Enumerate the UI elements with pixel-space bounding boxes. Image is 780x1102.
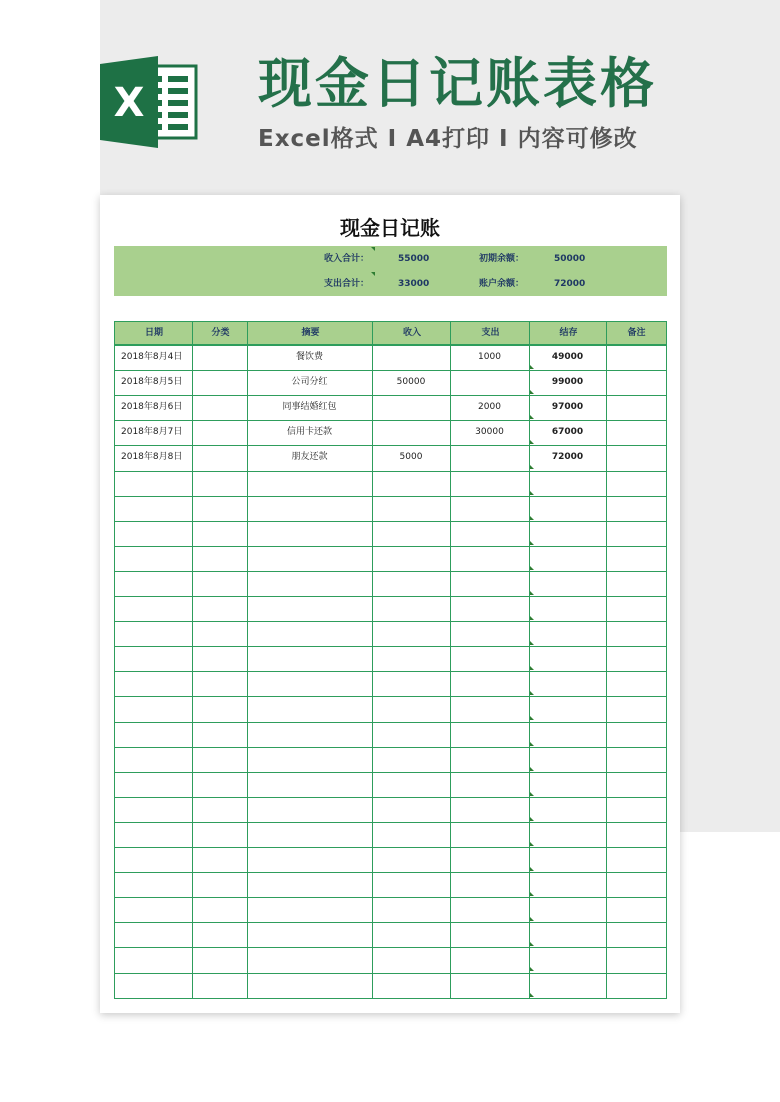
income-total-label: 收入合计： <box>324 254 370 264</box>
cell-comment-marker <box>530 967 534 971</box>
column-header-income: 收入 <box>402 328 421 338</box>
cell-income[interactable] <box>373 973 449 998</box>
cell-comment-marker <box>530 942 534 946</box>
table-row <box>114 872 667 897</box>
table-row <box>114 571 667 596</box>
cell-note[interactable] <box>607 722 665 747</box>
cell-expense[interactable] <box>451 747 528 772</box>
table-row <box>114 345 667 370</box>
cell-category[interactable] <box>193 897 246 922</box>
cell-income[interactable] <box>373 671 449 696</box>
cell-income[interactable] <box>373 747 449 772</box>
cell-expense[interactable] <box>451 571 528 596</box>
cell-balance[interactable] <box>530 797 605 822</box>
cell-summary[interactable] <box>248 696 371 721</box>
header-divider <box>192 322 193 344</box>
cell-balance[interactable] <box>530 922 605 947</box>
cell-expense[interactable] <box>451 671 528 696</box>
cell-date[interactable] <box>121 521 191 546</box>
cell-income[interactable] <box>373 596 449 621</box>
cell-note[interactable] <box>607 696 665 721</box>
cell-category[interactable] <box>193 922 246 947</box>
column-header-balance: 结存 <box>559 328 578 338</box>
table-row <box>114 897 667 922</box>
table-row <box>114 922 667 947</box>
cell-balance[interactable] <box>530 696 605 721</box>
cell-income[interactable] <box>373 646 449 671</box>
cell-balance[interactable] <box>530 847 605 872</box>
cell-category[interactable] <box>193 847 246 872</box>
cell-summary[interactable] <box>248 973 371 998</box>
cell-income[interactable]: 50000 <box>396 377 426 387</box>
cell-category[interactable] <box>193 596 246 621</box>
cell-date[interactable] <box>121 646 191 671</box>
table-header <box>114 321 667 345</box>
table-row <box>114 847 667 872</box>
cell-income[interactable] <box>373 496 449 521</box>
hero-subtitle: Excel格式 I A4打印 I 内容可修改 <box>258 126 638 152</box>
cell-income[interactable] <box>373 847 449 872</box>
cell-income[interactable] <box>373 571 449 596</box>
cell-category[interactable] <box>193 370 246 395</box>
cell-category[interactable] <box>193 872 246 897</box>
excel-icon <box>100 56 198 148</box>
cell-note[interactable] <box>607 872 665 897</box>
cell-comment-marker <box>530 716 534 720</box>
cell-comment-marker <box>371 272 375 276</box>
cell-category[interactable] <box>193 621 246 646</box>
cell-balance[interactable]: 99000 <box>551 377 584 387</box>
table-row <box>114 621 667 646</box>
hero-title: 现金日记账表格 <box>258 52 657 115</box>
header-divider <box>529 322 530 344</box>
cell-category[interactable] <box>193 696 246 721</box>
income-total-value[interactable]: 55000 <box>398 254 430 264</box>
cell-category[interactable] <box>193 772 246 797</box>
cell-category[interactable] <box>193 521 246 546</box>
cell-note[interactable] <box>607 947 665 972</box>
cell-balance[interactable] <box>530 471 605 496</box>
cell-summary[interactable] <box>248 747 371 772</box>
cell-balance[interactable] <box>530 521 605 546</box>
cell-expense[interactable] <box>451 521 528 546</box>
table-row <box>114 671 667 696</box>
table-row <box>114 596 667 621</box>
cell-note[interactable] <box>607 345 665 370</box>
column-header-date: 日期 <box>144 328 163 338</box>
cell-expense[interactable] <box>451 370 528 395</box>
cell-date[interactable] <box>121 847 191 872</box>
expense-total-value[interactable]: 33000 <box>398 279 430 289</box>
cell-income[interactable] <box>373 345 449 370</box>
header-divider <box>247 322 248 344</box>
cell-summary[interactable] <box>248 571 371 596</box>
cell-summary[interactable] <box>248 822 371 847</box>
cell-comment-marker <box>530 491 534 495</box>
cell-category[interactable] <box>193 747 246 772</box>
column-header-category: 分类 <box>211 328 230 338</box>
cell-balance[interactable] <box>530 947 605 972</box>
cell-expense[interactable] <box>451 797 528 822</box>
cell-date[interactable]: 2018年8月7日 <box>121 427 183 437</box>
cell-expense[interactable]: 30000 <box>475 427 504 437</box>
cell-comment-marker <box>530 390 534 394</box>
cell-category[interactable] <box>193 947 246 972</box>
cell-note[interactable] <box>607 571 665 596</box>
cell-comment-marker <box>530 767 534 771</box>
table-row <box>114 822 667 847</box>
cell-income[interactable] <box>373 621 449 646</box>
cell-note[interactable] <box>607 445 665 470</box>
cell-date[interactable] <box>121 973 191 998</box>
cell-comment-marker <box>530 842 534 846</box>
cell-date[interactable]: 2018年8月5日 <box>121 377 183 387</box>
cell-date[interactable]: 2018年8月8日 <box>121 452 183 462</box>
cell-summary[interactable] <box>248 947 371 972</box>
header-divider <box>606 322 607 344</box>
cell-category[interactable] <box>193 345 246 370</box>
cell-income[interactable] <box>373 471 449 496</box>
table-row <box>114 471 667 496</box>
cell-note[interactable] <box>607 772 665 797</box>
cell-date[interactable] <box>121 897 191 922</box>
cell-summary[interactable] <box>248 847 371 872</box>
cell-date[interactable] <box>121 872 191 897</box>
cell-summary[interactable] <box>248 546 371 571</box>
cell-note[interactable] <box>607 922 665 947</box>
cell-date[interactable] <box>121 947 191 972</box>
table-row <box>114 722 667 747</box>
table-row <box>114 646 667 671</box>
account-balance-label: 账户余额： <box>479 279 525 289</box>
cell-summary[interactable] <box>248 596 371 621</box>
cell-comment-marker <box>530 817 534 821</box>
cell-category[interactable] <box>193 722 246 747</box>
cell-category[interactable] <box>193 797 246 822</box>
cell-date[interactable] <box>121 772 191 797</box>
cell-balance[interactable]: 97000 <box>551 402 584 412</box>
cell-balance[interactable] <box>530 546 605 571</box>
cell-income[interactable]: 5000 <box>399 452 423 462</box>
cell-summary[interactable] <box>248 772 371 797</box>
cell-comment-marker <box>530 792 534 796</box>
cell-expense[interactable] <box>451 822 528 847</box>
cell-summary[interactable]: 朋友还款 <box>291 452 328 462</box>
grid-row-line <box>114 998 667 999</box>
cell-summary[interactable] <box>248 872 371 897</box>
cell-summary[interactable] <box>248 922 371 947</box>
table-row <box>114 546 667 571</box>
cell-summary[interactable] <box>248 897 371 922</box>
cell-summary[interactable] <box>248 521 371 546</box>
cell-note[interactable] <box>607 395 665 420</box>
cell-balance[interactable] <box>530 646 605 671</box>
table-row <box>114 696 667 721</box>
table-row <box>114 370 667 395</box>
cell-comment-marker <box>371 247 375 251</box>
cell-note[interactable] <box>607 471 665 496</box>
cell-comment-marker <box>530 892 534 896</box>
cell-comment-marker <box>530 867 534 871</box>
table-row <box>114 420 667 445</box>
cell-comment-marker <box>530 465 534 469</box>
table-row <box>114 496 667 521</box>
table-body <box>114 345 667 1001</box>
cell-expense[interactable] <box>451 496 528 521</box>
cell-expense[interactable] <box>451 722 528 747</box>
cell-income[interactable] <box>373 897 449 922</box>
cell-note[interactable] <box>607 596 665 621</box>
cell-balance[interactable] <box>530 496 605 521</box>
table-row <box>114 445 667 470</box>
cell-date[interactable] <box>121 822 191 847</box>
cell-date[interactable] <box>121 596 191 621</box>
cell-date[interactable] <box>121 621 191 646</box>
cell-note[interactable] <box>607 646 665 671</box>
table-row <box>114 521 667 546</box>
opening-balance-value[interactable]: 50000 <box>554 254 586 264</box>
cell-date[interactable]: 2018年8月4日 <box>121 352 183 362</box>
cell-comment-marker <box>530 917 534 921</box>
sheet-title: 现金日记账 <box>340 216 440 240</box>
cell-balance[interactable] <box>530 872 605 897</box>
table-row <box>114 747 667 772</box>
cell-note[interactable] <box>607 621 665 646</box>
account-balance-value[interactable]: 72000 <box>554 279 586 289</box>
table-row <box>114 973 667 998</box>
cell-date[interactable] <box>121 546 191 571</box>
cell-summary[interactable] <box>248 646 371 671</box>
cell-balance[interactable] <box>530 722 605 747</box>
cell-expense[interactable] <box>451 646 528 671</box>
cell-note[interactable] <box>607 897 665 922</box>
cell-date[interactable] <box>121 496 191 521</box>
cell-income[interactable] <box>373 922 449 947</box>
cell-income[interactable] <box>373 772 449 797</box>
cell-balance[interactable] <box>530 897 605 922</box>
excel-logo-letter: X <box>113 80 145 126</box>
cell-income[interactable] <box>373 872 449 897</box>
cell-category[interactable] <box>193 571 246 596</box>
cell-summary[interactable] <box>248 722 371 747</box>
cell-note[interactable] <box>607 420 665 445</box>
ledger-table <box>114 321 667 1001</box>
table-row <box>114 797 667 822</box>
cell-balance[interactable] <box>530 747 605 772</box>
cell-note[interactable] <box>607 671 665 696</box>
cell-comment-marker <box>530 541 534 545</box>
cell-comment-marker <box>530 566 534 570</box>
header-divider <box>450 322 451 344</box>
cell-income[interactable] <box>373 420 449 445</box>
cell-date[interactable] <box>121 722 191 747</box>
cell-expense[interactable] <box>451 897 528 922</box>
cell-balance[interactable] <box>530 596 605 621</box>
cell-category[interactable] <box>193 546 246 571</box>
cell-summary[interactable] <box>248 797 371 822</box>
cell-date[interactable]: 2018年8月6日 <box>121 402 183 412</box>
cell-comment-marker <box>530 666 534 670</box>
cell-expense[interactable] <box>451 546 528 571</box>
opening-balance-label: 初期余额： <box>479 254 525 264</box>
cell-expense[interactable]: 1000 <box>478 352 501 362</box>
cell-comment-marker <box>530 365 534 369</box>
cell-date[interactable] <box>121 671 191 696</box>
cell-date[interactable] <box>121 922 191 947</box>
cell-category[interactable] <box>193 445 246 470</box>
cell-income[interactable] <box>373 521 449 546</box>
cell-category[interactable] <box>193 420 246 445</box>
cell-comment-marker <box>530 516 534 520</box>
cell-balance[interactable] <box>530 621 605 646</box>
cell-comment-marker <box>530 691 534 695</box>
cell-balance[interactable] <box>530 571 605 596</box>
cell-comment-marker <box>530 616 534 620</box>
cell-comment-marker <box>530 440 534 444</box>
header-divider <box>372 322 373 344</box>
cell-note[interactable] <box>607 797 665 822</box>
cell-balance[interactable] <box>530 772 605 797</box>
cell-note[interactable] <box>607 822 665 847</box>
cell-balance[interactable]: 49000 <box>551 352 584 362</box>
cell-date[interactable] <box>121 571 191 596</box>
cell-comment-marker <box>530 742 534 746</box>
cell-note[interactable] <box>607 496 665 521</box>
page-header <box>0 0 780 195</box>
cell-expense[interactable] <box>451 445 528 470</box>
cell-date[interactable] <box>121 797 191 822</box>
cell-category[interactable] <box>193 395 246 420</box>
cell-comment-marker <box>530 993 534 997</box>
cell-note[interactable] <box>607 546 665 571</box>
cell-balance[interactable] <box>530 822 605 847</box>
column-header-note: 备注 <box>627 328 646 338</box>
cell-income[interactable] <box>373 947 449 972</box>
cell-note[interactable] <box>607 847 665 872</box>
cell-expense[interactable] <box>451 847 528 872</box>
cell-expense[interactable] <box>451 621 528 646</box>
table-row <box>114 395 667 420</box>
cell-expense[interactable]: 2000 <box>478 402 501 412</box>
table-row <box>114 947 667 972</box>
cell-income[interactable] <box>373 546 449 571</box>
column-header-summary: 摘要 <box>301 328 320 338</box>
cell-expense[interactable] <box>451 973 528 998</box>
cell-summary[interactable] <box>248 621 371 646</box>
column-header-expense: 支出 <box>481 328 500 338</box>
cell-category[interactable] <box>193 973 246 998</box>
table-row <box>114 772 667 797</box>
cell-expense[interactable] <box>451 872 528 897</box>
ledger-sheet <box>100 195 680 1013</box>
cell-date[interactable] <box>121 471 191 496</box>
cell-balance[interactable] <box>530 973 605 998</box>
cell-category[interactable] <box>193 646 246 671</box>
cell-expense[interactable] <box>451 947 528 972</box>
cell-note[interactable] <box>607 521 665 546</box>
cell-expense[interactable] <box>451 696 528 721</box>
cell-expense[interactable] <box>451 471 528 496</box>
cell-expense[interactable] <box>451 922 528 947</box>
cell-category[interactable] <box>193 822 246 847</box>
cell-summary[interactable]: 公司分红 <box>291 377 328 387</box>
cell-expense[interactable] <box>451 596 528 621</box>
summary-panel <box>114 246 667 296</box>
cell-note[interactable] <box>607 747 665 772</box>
cell-balance[interactable] <box>530 671 605 696</box>
cell-comment-marker <box>530 641 534 645</box>
cell-comment-marker <box>530 415 534 419</box>
expense-total-label: 支出合计： <box>324 279 370 289</box>
cell-note[interactable] <box>607 370 665 395</box>
cell-comment-marker <box>530 591 534 595</box>
cell-summary[interactable] <box>248 671 371 696</box>
cell-category[interactable] <box>193 496 246 521</box>
cell-category[interactable] <box>193 671 246 696</box>
cell-date[interactable] <box>121 747 191 772</box>
cell-balance[interactable]: 72000 <box>551 452 584 462</box>
cell-summary[interactable] <box>248 471 371 496</box>
cell-date[interactable] <box>121 696 191 721</box>
cell-income[interactable] <box>373 722 449 747</box>
cell-note[interactable] <box>607 973 665 998</box>
cell-income[interactable] <box>373 696 449 721</box>
cell-summary[interactable] <box>248 496 371 521</box>
cell-summary[interactable]: 餐饮费 <box>295 352 323 362</box>
cell-balance[interactable]: 67000 <box>551 427 584 437</box>
cell-summary[interactable]: 同事结婚红包 <box>282 402 337 412</box>
cell-category[interactable] <box>193 471 246 496</box>
cell-income[interactable] <box>373 822 449 847</box>
cell-income[interactable] <box>373 395 449 420</box>
cell-income[interactable] <box>373 797 449 822</box>
cell-expense[interactable] <box>451 772 528 797</box>
cell-summary[interactable]: 信用卡还款 <box>286 427 332 437</box>
